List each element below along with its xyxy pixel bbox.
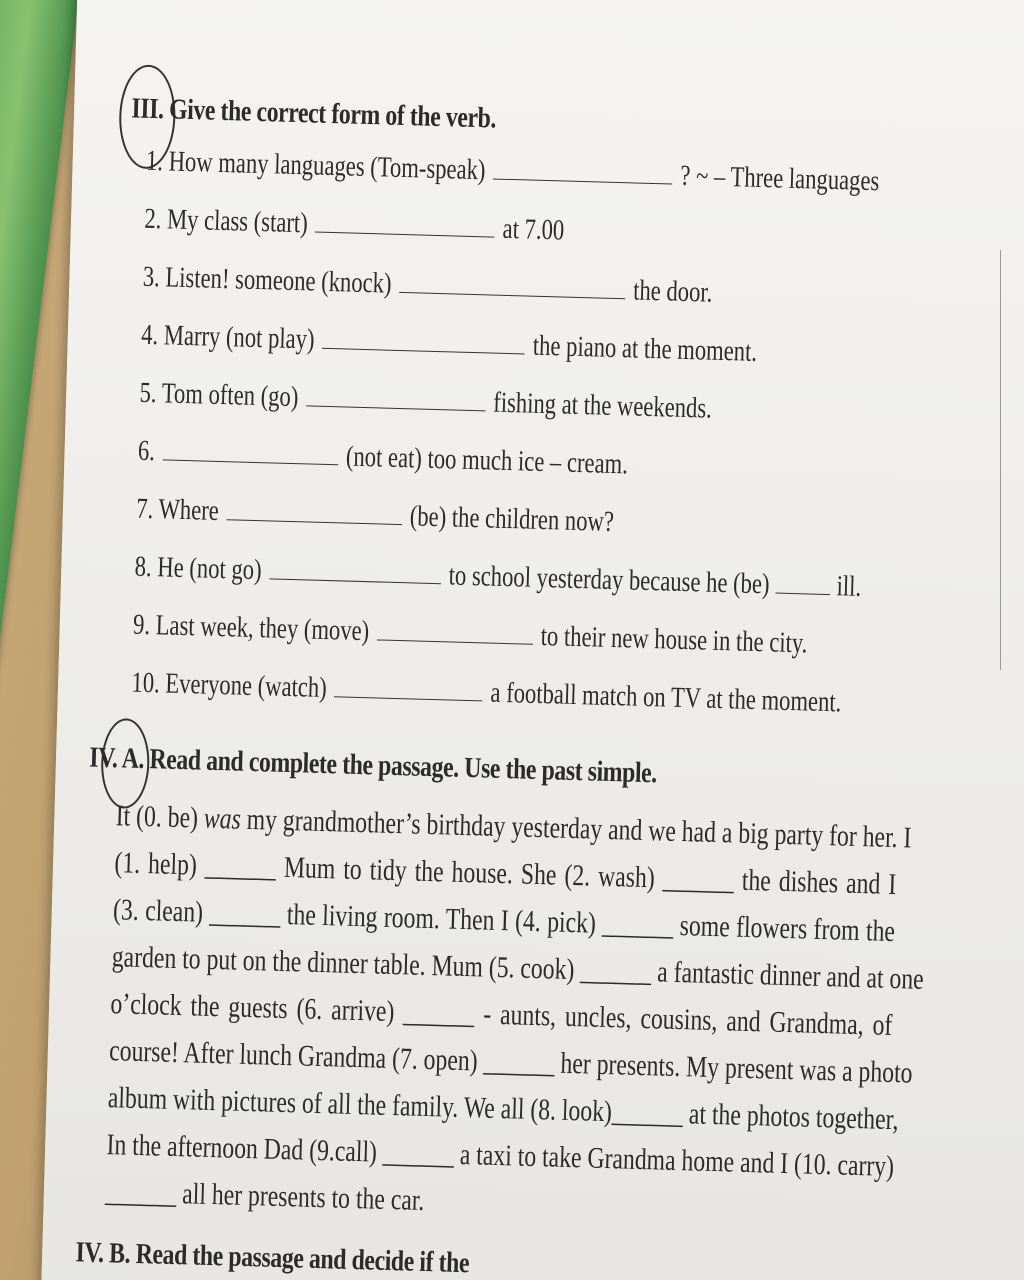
item-prompt: 1. How many languages (Tom-speak) (145, 144, 486, 187)
item-prompt: 10. Everyone (watch) (131, 666, 328, 705)
answer-blank[interactable] (315, 231, 494, 238)
answer-blank[interactable] (322, 347, 525, 355)
answer-blank[interactable] (399, 291, 625, 299)
item-continuation: fishing at the weekends. (492, 386, 713, 425)
passage-text: (1. help) ______ Mum to tidy the house. She (2. wash) ______ the dishes and I (114, 846, 897, 902)
item-prompt: 2. My class (start) (144, 202, 309, 240)
item-prompt: 6. (137, 434, 156, 468)
item-prompt: 8. He (not go) (134, 550, 263, 587)
answer-blank[interactable] (776, 592, 831, 596)
item-prompt: 4. Marry (not play) (140, 318, 315, 356)
passage-text: my grandmother’s birthday yesterday and we had a big party for her. I (240, 802, 912, 855)
example-answer: was (203, 801, 242, 836)
item-continuation: (be) the children now? (409, 500, 615, 539)
answer-blank[interactable] (306, 404, 485, 411)
passage (104, 792, 925, 1237)
section-3-title: III. Give the correct form of the verb. (131, 92, 497, 135)
passage-text: course! After lunch Grandma (7. open) ______ her presents. My present was a photo (108, 1034, 913, 1090)
item-prompt: 9. Last week, they (move) (132, 608, 370, 648)
item-prompt: 5. Tom often (go) (139, 376, 299, 414)
section-4-title: IV. A. Read and complete the passage. Use the past simple. (88, 741, 658, 790)
paper-fold-line (1000, 250, 1001, 670)
item-prompt: 7. Where (135, 492, 220, 527)
passage-text: ______ all her presents to the car. (104, 1175, 425, 1217)
item-continuation: to school yesterday because he (be) (448, 559, 770, 601)
item-continuation: at 7.00 (502, 212, 565, 247)
item-continuation: the piano at the moment. (532, 329, 758, 368)
answer-blank[interactable] (269, 577, 441, 584)
answer-blank[interactable] (377, 638, 533, 644)
answer-blank[interactable] (226, 518, 401, 525)
item-continuation: a football match on TV at the moment. (490, 676, 842, 719)
section-4b-heading: IV. B. Read the passage and decide if the (75, 1236, 470, 1280)
item-continuation: to their new house in the city. (540, 620, 808, 660)
answer-blank[interactable] (162, 458, 337, 465)
answer-blank[interactable] (334, 695, 482, 701)
passage-text: o’clock the guests (6. arrive) ______ - aunts, uncles, cousins, and Grandma, of (110, 987, 893, 1042)
passage-text: (3. clean) ______ the living room. Then I (4. pick) ______ some flowers from the (112, 893, 896, 949)
item-continuation: ? ~ – Three languages (679, 159, 880, 198)
answer-blank[interactable] (493, 178, 672, 185)
passage-text: album with pictures of all the family. We all (8. look)______ at the photos together, (107, 1081, 899, 1137)
item-continuation: (not eat) too much ice – cream. (345, 440, 629, 481)
item-continuation: the door. (632, 274, 713, 309)
passage-text: It (0. be) (115, 799, 205, 835)
item-continuation: ill. (836, 570, 862, 603)
passage-text: garden to put on the dinner table. Mum (5. cook) ______ a fantastic dinner and at one (111, 940, 925, 996)
passage-text: In the afternoon Dad (9.call) ______ a taxi to take Grandma home and I (10. carry) (106, 1128, 895, 1184)
item-prompt: 3. Listen! someone (knock) (142, 260, 392, 300)
